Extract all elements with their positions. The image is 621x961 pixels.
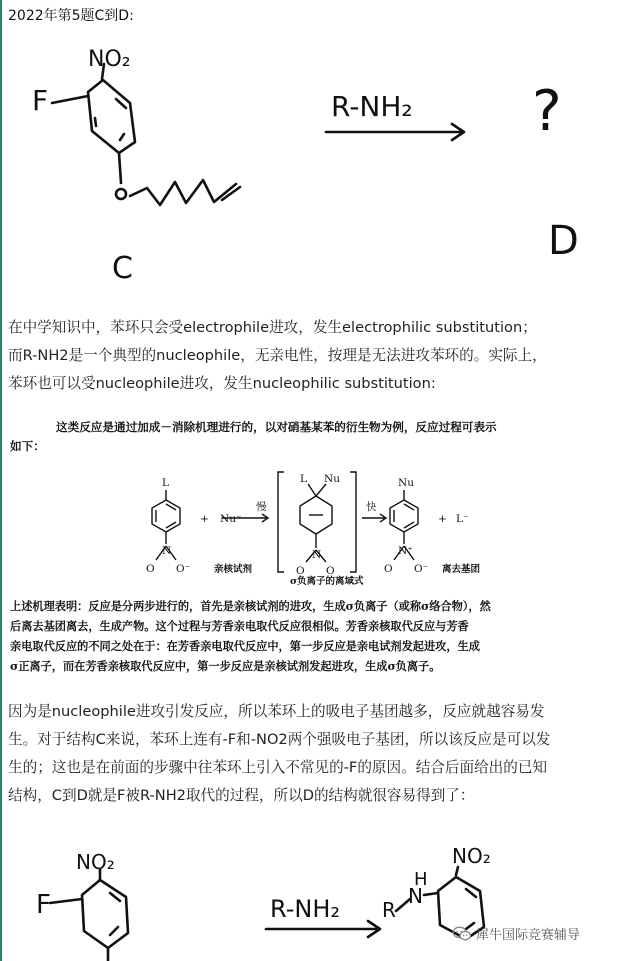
paragraph-1-line: 在中学知识中，苯环只会受electrophile进攻，发生electrophilic substitution； (8, 319, 537, 336)
intermediate-n: N (312, 549, 322, 561)
reaction-arrow-1 (326, 90, 464, 140)
oxygen-1a: O (146, 563, 155, 575)
reagent-label-1: R-NH₂ (331, 90, 413, 123)
nitro-label-c2: NO₂ (76, 850, 115, 874)
caption-leaving: 离去基团 (442, 564, 481, 575)
nitro-n-1: N (162, 545, 172, 557)
compound-c-drawing (32, 47, 240, 286)
oxygen-3a: O (384, 563, 393, 575)
ring-c (88, 80, 135, 153)
snar-mechanism-scheme (0, 460, 621, 610)
paragraph-1-line: 而R-NH2是一个典型的nucleophile，无亲电性，按理是无法进攻苯环的。实际上， (8, 347, 547, 364)
intermediate-nu: Nu (324, 473, 340, 485)
paragraph-2-line: 结构，C到D就是F被R-NH2取代的过程，所以D的结构就很容易得到了： (8, 787, 475, 804)
amine-r-label: R (382, 898, 396, 922)
paragraph-2-line: 生。对于结构C来说，苯环上连有-F和-NO2两个强吸电子基团，所以该反应是可以发 (8, 731, 551, 748)
oxygen-2a: O (296, 565, 305, 577)
ether-bond (119, 153, 121, 183)
scan-mechanism-line: σ正离子，而在芳香亲核取代反应中，第一步反应是亲核试剂发起进攻，生成σ负离子。 (10, 659, 441, 673)
unknown-product-mark: ? (532, 79, 562, 144)
wechat-icon (452, 926, 472, 942)
compound-c-label: C (112, 251, 133, 286)
scan-mechanism-text (10, 596, 610, 676)
leaving-ion: L⁻ (456, 513, 469, 525)
plus-2: + (438, 513, 447, 525)
f-bond (52, 96, 88, 103)
nucleophile-label: Nu⁻ (220, 513, 242, 525)
scan-intro-line: 这类反应是通过加成－消除机理进行的，以对硝基某苯的衍生物为例，反应过程可表示 (56, 420, 497, 434)
paragraph-2 (8, 698, 614, 810)
alkenyl-chain (130, 180, 240, 205)
compound-d-label: D (548, 218, 579, 264)
amine-n-label: N (408, 884, 423, 908)
oxygen-1b: O⁻ (176, 563, 191, 575)
scan-mechanism-line: 后离去基团离去，生成产物。这个过程与芳香亲电取代反应很相似。芳香亲核取代反应与芳香 (10, 619, 469, 633)
slow-label: 慢 (256, 501, 267, 513)
caption-intermediate: σ负离子的离域式 (290, 576, 364, 587)
scan-intro-line: 如下： (10, 439, 45, 453)
problem-heading: 2022年第5题C到D: (8, 8, 134, 24)
plus-1: + (200, 513, 209, 525)
intermediate-l: L (300, 473, 307, 485)
reaction-arrow-2 (266, 895, 380, 937)
scan-mechanism-line: 亲电取代反应的不同之处在于：在芳香亲电取代反应中，第一步反应是亲电试剂发起进攻，生成 (10, 639, 480, 653)
paragraph-2-line: 因为是nucleophile进攻引发反应，所以苯环上的吸电子基团越多，反应就越容易发 (8, 703, 545, 720)
watermark (452, 924, 580, 943)
fluoro-label-c2: F (36, 890, 51, 920)
scan-mechanism-line: 上述机理表明：反应是分两步进行的，首先是亲核试剂的进攻，生成σ负离子（或称σ络合物），然 (10, 599, 491, 613)
oxygen-3b: O⁻ (414, 563, 429, 575)
paragraph-1 (8, 314, 614, 398)
paragraph-1-line: 苯环也可以受nucleophile进攻，发生nucleophilic substitution: (8, 375, 436, 392)
arrow-shaft-1 (326, 124, 464, 140)
nitro-label-d: NO₂ (452, 844, 491, 868)
product-nu: Nu (398, 477, 414, 489)
reagent-label-2: R-NH₂ (270, 895, 340, 923)
compound-c-drawing-2 (36, 850, 128, 961)
paragraph-2-line: 生的；这也是在前面的步骤中往苯环上引入不常见的-F的原因。结合后面给出的已知 (8, 759, 548, 776)
amine-h-label: H (414, 869, 428, 890)
oxygen-2b: O (326, 565, 335, 577)
fast-label: 快 (366, 501, 377, 513)
leaving-group-l: L (162, 477, 169, 489)
nitro-label-c: NO₂ (88, 47, 131, 72)
fluoro-label-c: F (32, 84, 49, 117)
watermark-text: 犀牛国际竞赛辅导 (476, 928, 581, 943)
nitro-n-plus: N⁺ (398, 545, 413, 557)
handwritten-scheme-c-to-d (0, 0, 621, 300)
scan-intro-text (10, 418, 610, 456)
caption-reagent: 亲核试剂 (214, 564, 253, 575)
